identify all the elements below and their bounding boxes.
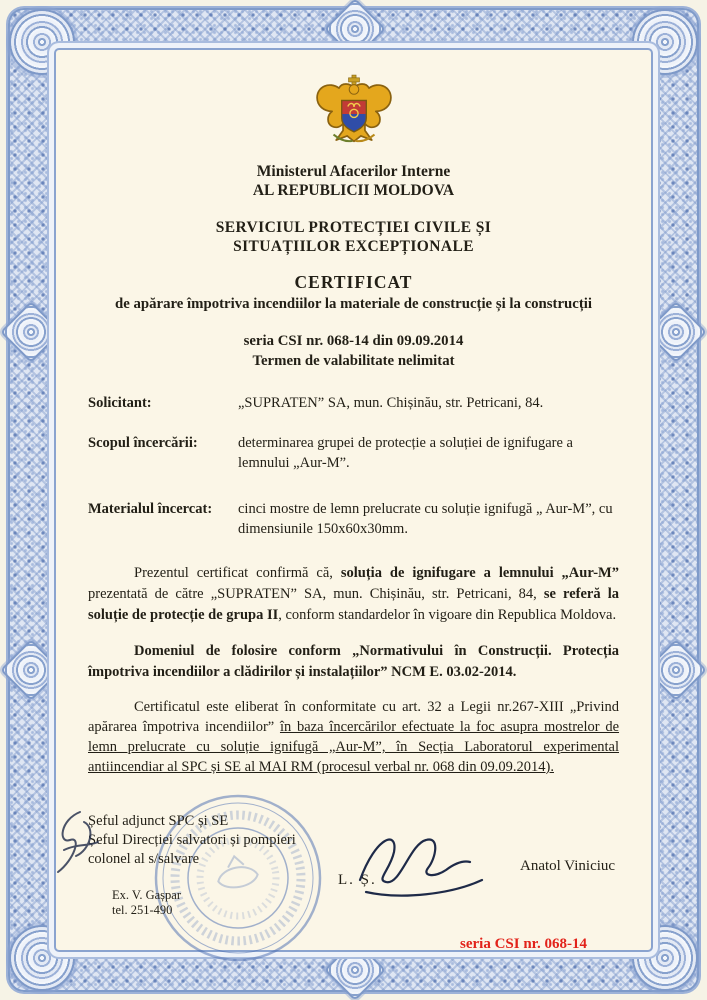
field-value: determinarea grupei de protecție a soluției de ignifugare a lemnului „Aur-M”.	[238, 435, 573, 471]
field-value: „SUPRATEN” SA, mun. Chișinău, str. Petricani, 84.	[238, 395, 544, 411]
field-solicitant	[88, 393, 619, 413]
validity-line: Termen de valabilitate nelimitat	[252, 353, 455, 369]
field-label: Materialul încercat:	[88, 501, 213, 517]
field-value: cinci mostre de lemn prelucrate cu soluție ignifugă „ Aur-M”, cu dimensiunile 150x60x30mm.	[238, 501, 613, 537]
paragraph-domain: Domeniul de folosire conform „Normativului în Construcții. Protecția împotriva incendiilor a clădirilor și instalațiilor” NCM E. 03.02-2014.	[88, 642, 619, 680]
stamp-place-label: L. Ș.	[338, 872, 377, 888]
executor-info	[112, 888, 181, 918]
paragraph-confirmation: Prezentul certificat confirmă că, soluția de ignifugare a lemnului „Aur-M” prezentată de către „SUPRATEN” SA, mun. Chișinău, str. Petricani, 84, se referă la soluție de protecție de grupa II, conform standardelor în vigoare din Republica Moldova.	[88, 565, 619, 623]
signatory-title-line: colonel al s/salvare	[88, 851, 200, 867]
paragraph-legal: Certificatul este eliberat în conformitate cu art. 32 a Legii nr.267-XIII „Privind apărarea împotriva incendiilor” în baza încercărilor efectuate la foc asupra mostrelor de lemn prelucrate cu soluție ignifugă „Aur-M”, în Secția Laboratorul experimental antiincendiar al SPC și SE al MAI RM (procesul verbal nr. 068 din 09.09.2014).	[88, 699, 620, 775]
series-line: seria CSI nr. 068-14 din 09.09.2014	[243, 333, 464, 349]
service-name-line1: SERVICIUL PROTECȚIEI CIVILE ȘI	[215, 219, 492, 236]
document-title: CERTIFICAT	[294, 272, 413, 292]
field-scopul-incercarii	[88, 433, 619, 473]
field-materialul-incercat	[88, 499, 619, 539]
signatory-title-line: Șeful Direcției salvatori și pompieri	[88, 832, 296, 848]
ministry-name: Ministerul Afacerilor Interne	[256, 163, 451, 180]
signatory-titles	[88, 812, 296, 869]
field-label: Scopul încercării:	[88, 435, 198, 451]
field-label: Solicitant:	[88, 395, 152, 411]
document-subtitle: de apărare împotriva incendiilor la materiale de construcție și la construcții	[115, 296, 592, 312]
signer-name: Anatol Viniciuc	[520, 858, 616, 874]
service-name-line2: SITUAȚIILOR EXCEPȚIONALE	[233, 238, 474, 255]
executor-name: Ex. V. Gașpar	[112, 888, 181, 902]
series-number-red: seria CSI nr. 068-14	[460, 936, 587, 952]
country-name: AL REPUBLICII MOLDOVA	[252, 182, 455, 199]
executor-phone: tel. 251-490	[112, 903, 173, 917]
signatory-title-line: Șeful adjunct SPC și SE	[88, 813, 229, 829]
moldova-coat-of-arms-icon	[313, 74, 395, 150]
